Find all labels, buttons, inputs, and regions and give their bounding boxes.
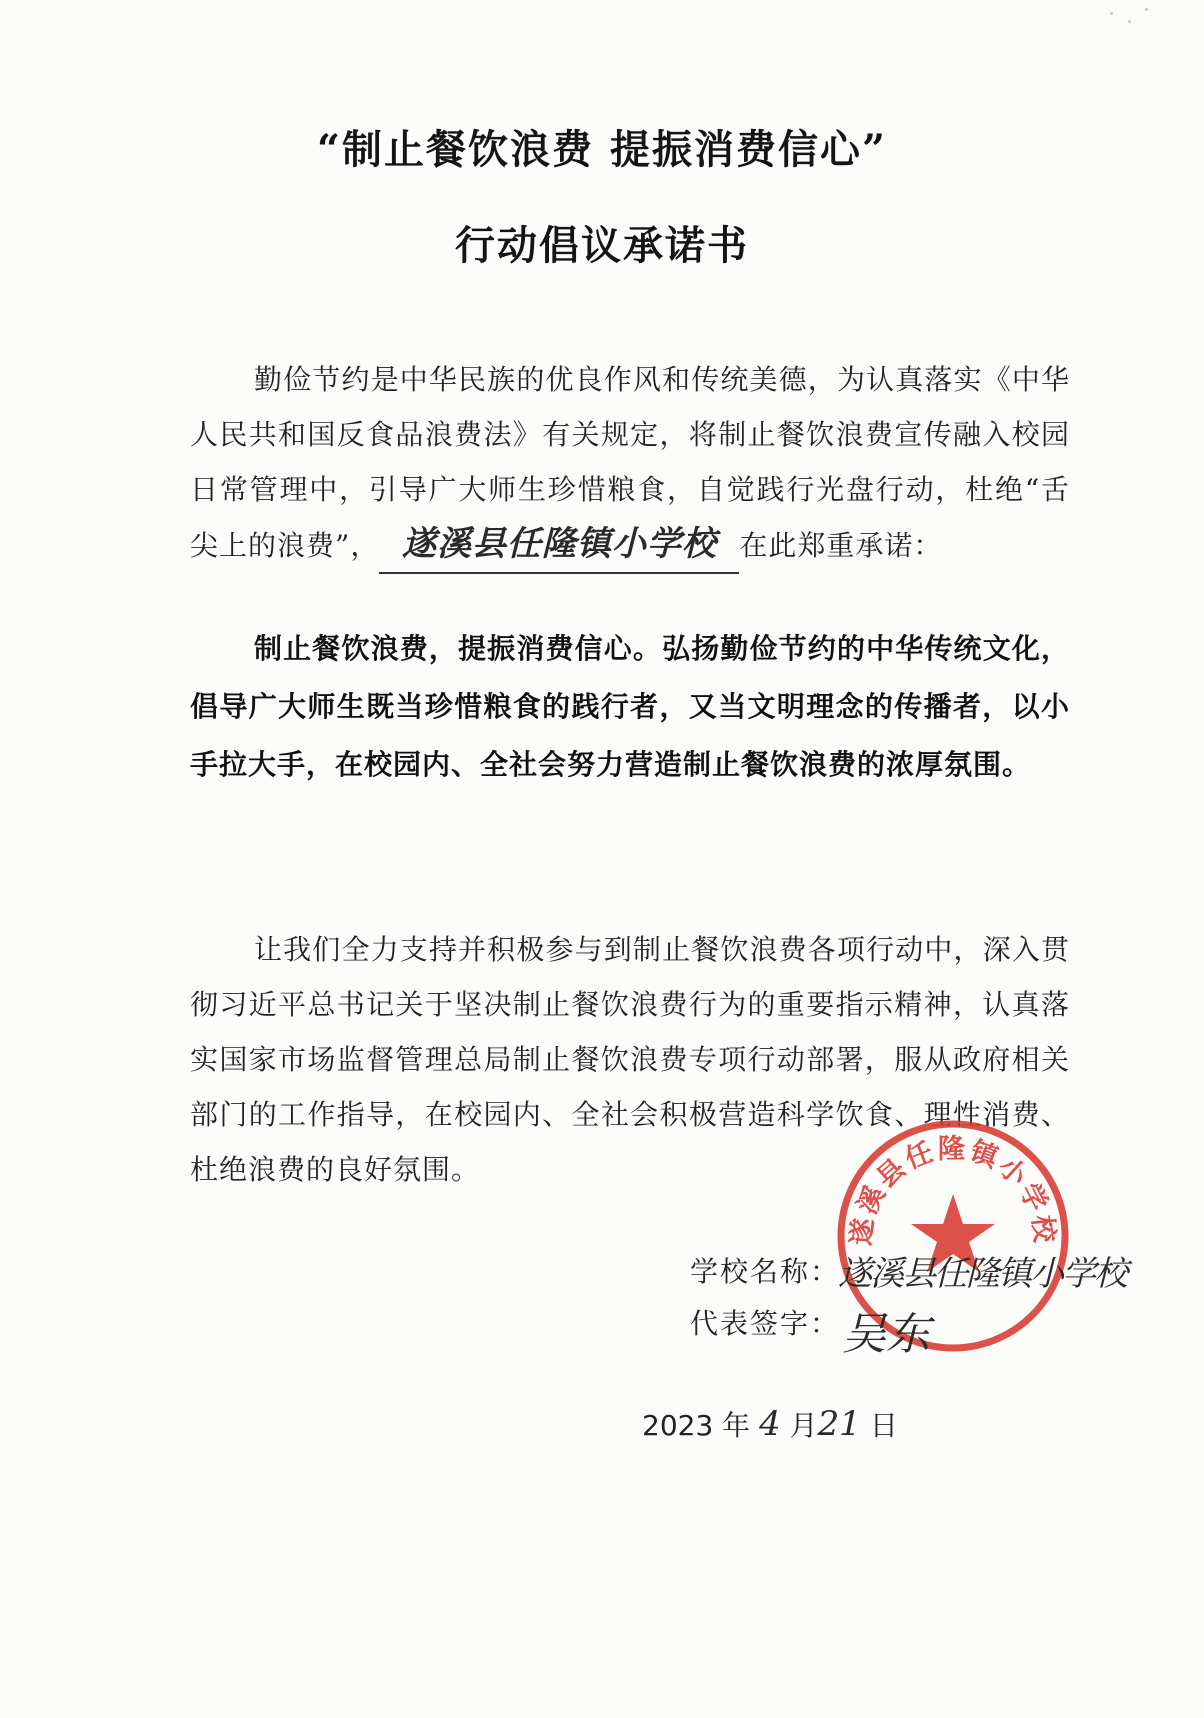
- date-day: 21: [817, 1404, 861, 1444]
- date-year-unit: 年: [722, 1409, 751, 1442]
- document-date: [642, 1404, 898, 1444]
- date-day-unit: 日: [869, 1409, 898, 1442]
- school-name-label: 学校名称：: [690, 1255, 841, 1288]
- paragraph-action: 让我们全力支持并积极参与到制止餐饮浪费各项行动中，深入贯彻习近平总书记关于坚决制止餐饮浪费行为的重要指示精神，认真落实国家市场监督管理总局制止餐饮浪费专项行动部署，服从政府相关部门的工作指导，在校园内、全社会积极营造科学饮食、理性消费、杜绝浪费的良好氛围。: [190, 933, 1070, 1186]
- paragraph-intro: [190, 352, 1070, 574]
- date-year: 2023: [642, 1409, 714, 1442]
- school-name-handwritten: 遂溪县任隆镇小学校: [379, 517, 739, 574]
- date-month-unit: 月: [789, 1409, 818, 1442]
- school-name-row: [690, 1250, 840, 1290]
- scan-speck: [1128, 20, 1131, 23]
- scan-speck: [1110, 12, 1113, 15]
- scan-speck: [1145, 8, 1148, 11]
- paragraph-commitment: 制止餐饮浪费，提振消费信心。弘扬勤俭节约的中华传统文化，倡导广大师生既当珍惜粮食的践行者，又当文明理念的传播者，以小手拉大手，在校园内、全社会努力营造制止餐饮浪费的浓厚氛围。: [190, 632, 1070, 781]
- school-name-signature: 遂溪县任隆镇小学校: [838, 1254, 1126, 1294]
- document-title-line2: 行动倡议承诺书: [455, 222, 749, 269]
- document-title-line1: “制止餐饮浪费 提振消费信心”: [317, 126, 887, 173]
- intro-text: 勤俭节约是中华民族的优良作风和传统美德，为认真落实《中华人民共和国反食品浪费法》有关规定，将制止餐饮浪费宣传融入校园日常管理中，引导广大师生珍惜粮食，自觉践行光盘行动，杜绝“舌尖上的浪费”，: [190, 363, 1070, 562]
- seal-text: 遂溪县任隆镇小学校: [846, 1134, 1060, 1248]
- date-month: 4: [759, 1404, 781, 1444]
- representative-signature: 吴东: [842, 1309, 930, 1360]
- intro-text-end: 在此郑重承诺：: [739, 529, 943, 562]
- representative-row: [690, 1302, 840, 1342]
- representative-label: 代表签字：: [690, 1307, 841, 1340]
